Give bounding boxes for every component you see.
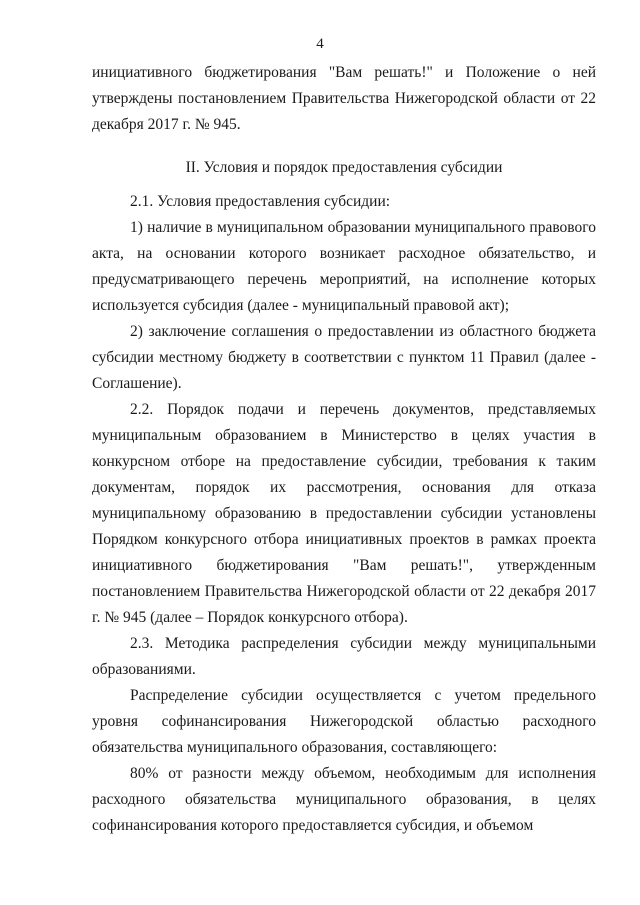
paragraph-continuation: инициативного бюджетирования "Вам решать!" и Положение о ней утверждены постановлением Правительства Нижегородской области от 22 декабря 2017 г. № 945. bbox=[92, 64, 596, 133]
paragraph-item-2: 2) заключение соглашения о предоставлении из областного бюджета субсидии местному бюджету в соответствии с пунктом 11 Правил (далее - Соглашение). bbox=[92, 323, 596, 392]
section-heading: II. Условия и порядок предоставления субсидии bbox=[185, 159, 503, 176]
document-body bbox=[92, 60, 596, 839]
page-number: 4 bbox=[316, 36, 324, 52]
paragraph-2-3: 2.3. Методика распределения субсидии между муниципальными образованиями. bbox=[92, 635, 596, 678]
paragraph-2-1: 2.1. Условия предоставления субсидии: bbox=[130, 193, 391, 210]
paragraph-2-2: 2.2. Порядок подачи и перечень документов, представляемых муниципальным образованием в Министерство в целях участия в конкурсном отборе на предоставление субсидии, требования к таким документам, порядок их рассмотрения, основания для отказа муниципальному образованию в предоставлении субсидии установлены Порядком конкурсного отбора инициативных проектов в рамках проекта инициативного бюджетирования "Вам решать!", утвержденным постановлением Правительства Нижегородской области от 22 декабря 2017 г. № 945 (далее – Порядок конкурсного отбора). bbox=[92, 401, 596, 626]
paragraph-distribution: Распределение субсидии осуществляется с учетом предельного уровня софинансирования Нижегородской областью расходного обязательства муниципального образования, составляющего: bbox=[92, 687, 596, 756]
paragraph-item-1: 1) наличие в муниципальном образовании муниципального правового акта, на основании которого возникает расходное обязательство, и предусматривающего перечень мероприятий, на исполнение которых используется субсидия (далее - муниципальный правовой акт); bbox=[92, 219, 596, 314]
paragraph-80-percent: 80% от разности между объемом, необходимым для исполнения расходного обязательства муниципального образования, в целях софинансирования которого предоставляется субсидия, и объемом bbox=[92, 765, 596, 834]
